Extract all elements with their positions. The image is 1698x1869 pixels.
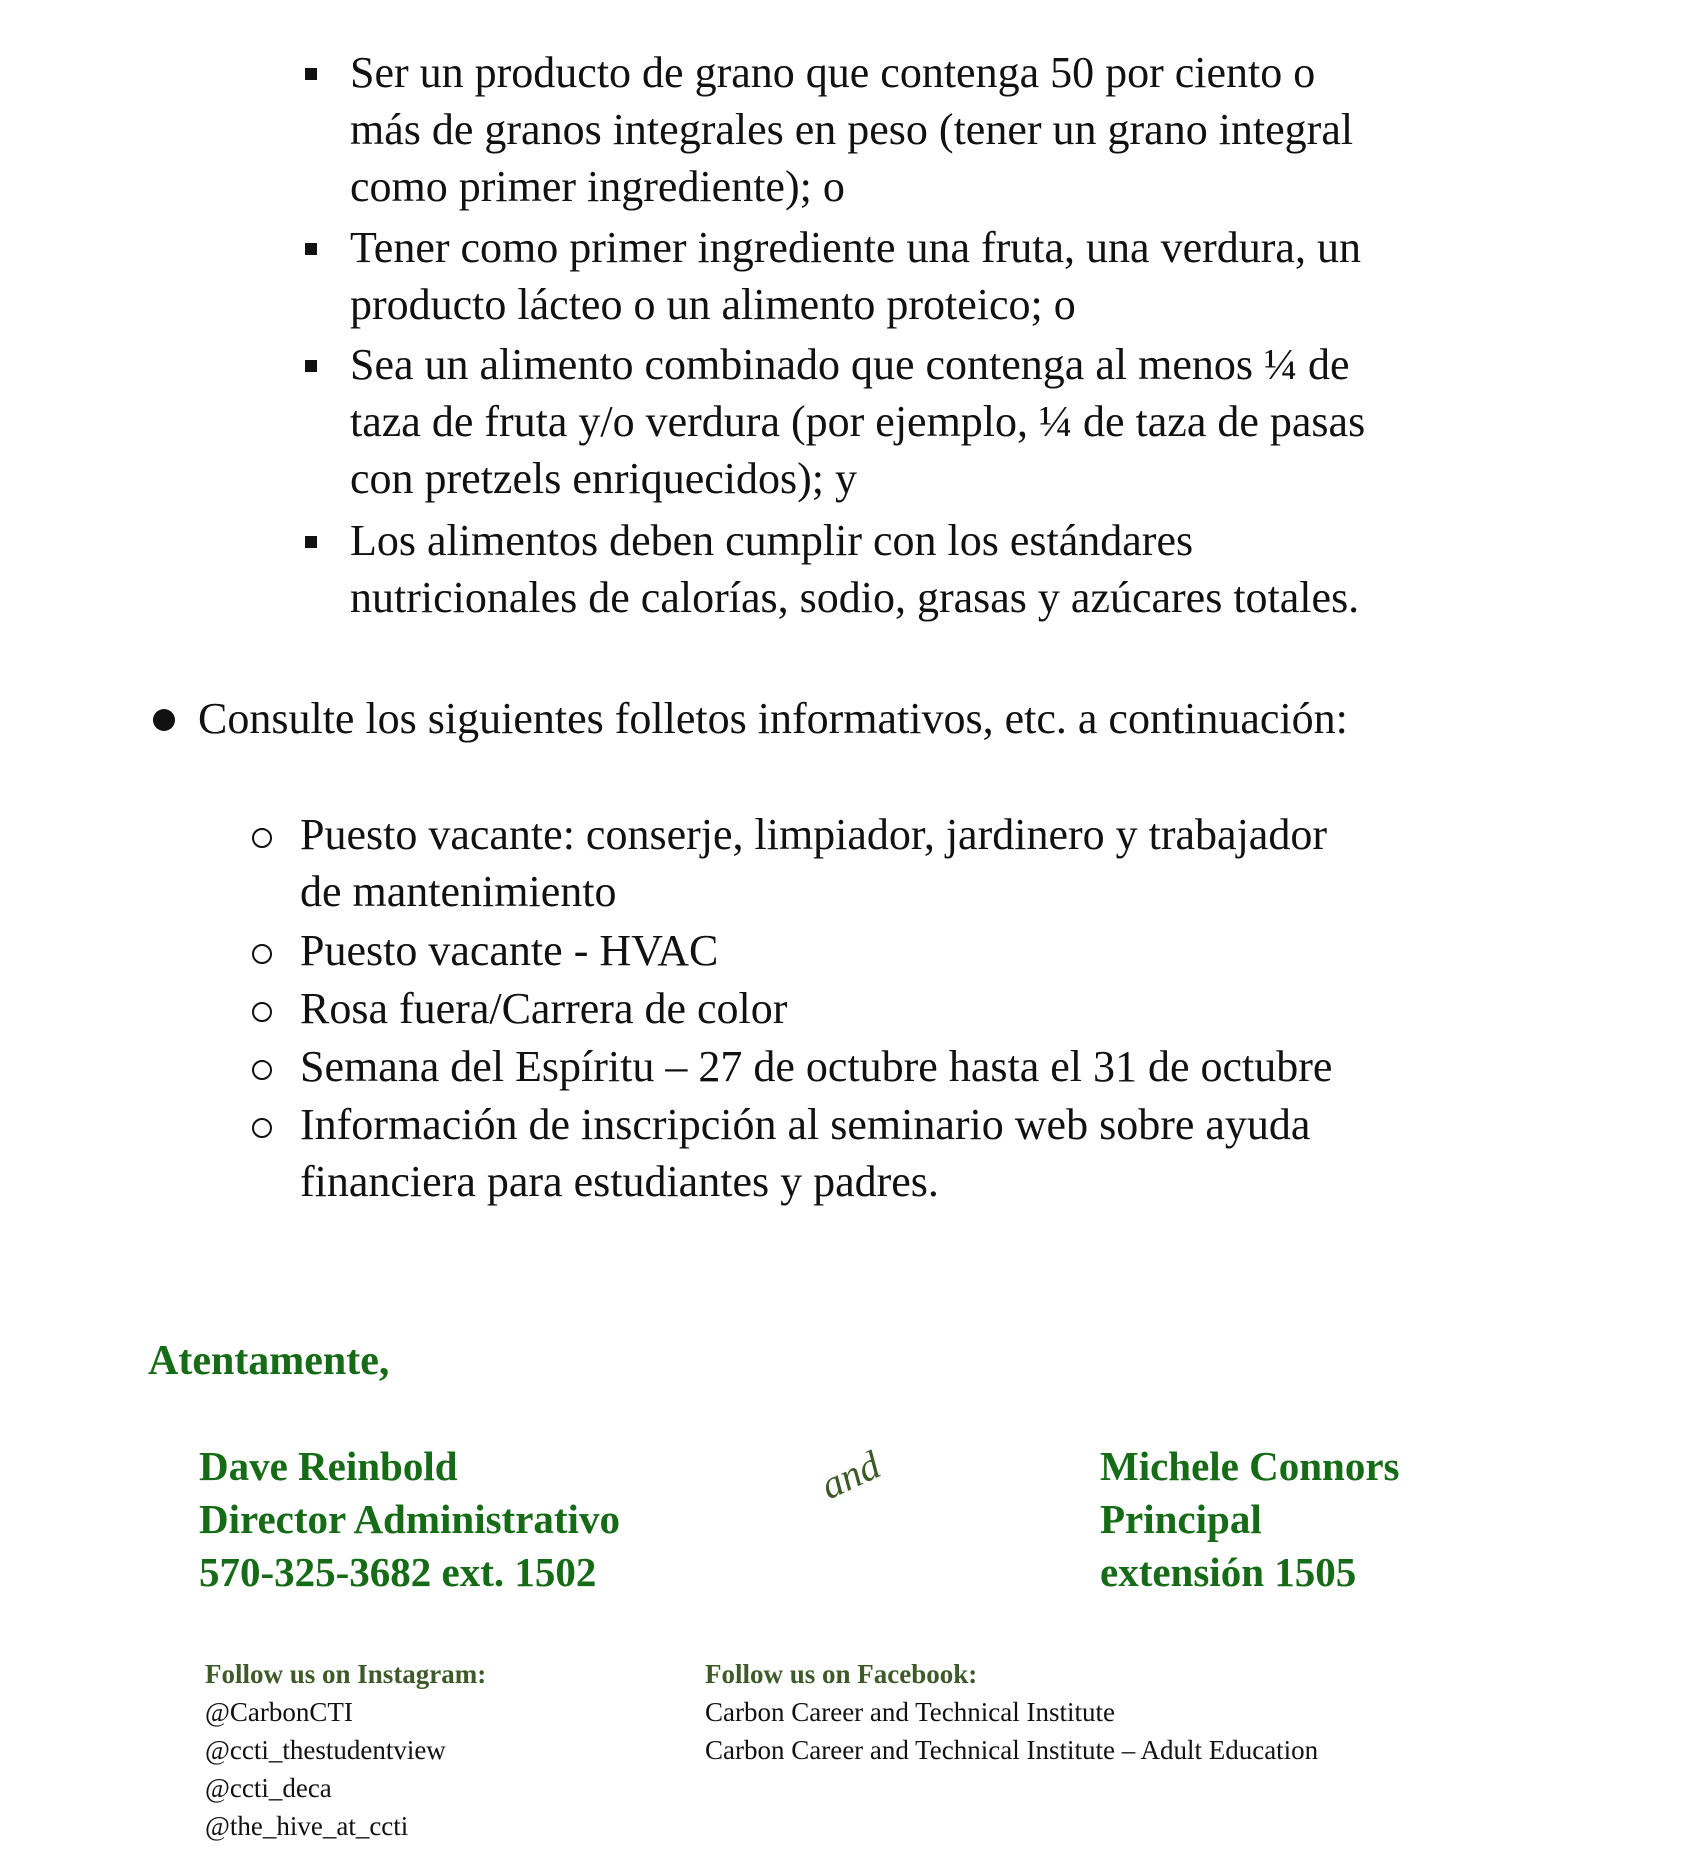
text-line: de mantenimiento: [300, 867, 617, 916]
signatory-phone: 570-325-3682 ext. 1502: [199, 1549, 597, 1595]
signatory-left: [199, 1440, 620, 1599]
closing-salutation: Atentamente,: [148, 1338, 390, 1384]
instagram-handle: @CarbonCTI: [205, 1697, 353, 1727]
instagram-block: [205, 1655, 486, 1845]
instagram-heading: Follow us on Instagram:: [205, 1659, 487, 1689]
text-line: Puesto vacante: conserje, limpiador, jardinero y trabajador: [300, 810, 1327, 859]
square-bullet-icon: [305, 536, 317, 548]
hollow-circle-bullet-icon: [252, 828, 272, 848]
hollow-circle-bullet-icon: [252, 1002, 272, 1022]
facebook-page: Carbon Career and Technical Institute – Adult Education: [705, 1735, 1319, 1765]
square-bullet-icon: [305, 360, 317, 372]
criteria-item: [350, 44, 1353, 215]
facebook-page: Carbon Career and Technical Institute: [705, 1697, 1115, 1727]
signatory-phone: extensión 1505: [1100, 1549, 1357, 1595]
criteria-item: [350, 219, 1361, 333]
main-bullet-item: [198, 690, 1348, 747]
text-line: Semana del Espíritu – 27 de octubre hasta el 31 de octubre: [300, 1042, 1333, 1091]
signatory-title: Principal: [1100, 1496, 1262, 1542]
flyer-item: [300, 922, 718, 979]
text-line: con pretzels enriquecidos); y: [350, 454, 858, 503]
flyer-item: [300, 1096, 1310, 1210]
text-line: más de granos integrales en peso (tener un grano integral: [350, 105, 1354, 154]
filled-circle-bullet-icon: [153, 709, 175, 731]
text-line: financiera para estudiantes y padres.: [300, 1157, 939, 1206]
criteria-item: [350, 512, 1359, 626]
text-line: Ser un producto de grano que contenga 50 por ciento o: [350, 48, 1316, 97]
connector-and: and: [813, 1441, 887, 1509]
facebook-block: [705, 1655, 1318, 1769]
text-line: nutricionales de calorías, sodio, grasas y azúcares totales.: [350, 573, 1360, 622]
main-bullet-text: Consulte los siguientes folletos informativos, etc. a continuación:: [198, 694, 1348, 743]
text-line: Tener como primer ingrediente una fruta, una verdura, un: [350, 223, 1361, 272]
text-line: Información de inscripción al seminario web sobre ayuda: [300, 1100, 1311, 1149]
signatory-name: Dave Reinbold: [199, 1443, 458, 1489]
hollow-circle-bullet-icon: [252, 1118, 272, 1138]
hollow-circle-bullet-icon: [252, 1060, 272, 1080]
facebook-heading: Follow us on Facebook:: [705, 1659, 978, 1689]
text-line: taza de fruta y/o verdura (por ejemplo, ¼ de taza de pasas: [350, 397, 1366, 446]
text-line: Rosa fuera/Carrera de color: [300, 984, 788, 1033]
text-line: Puesto vacante - HVAC: [300, 926, 719, 975]
square-bullet-icon: [305, 243, 317, 255]
flyer-item: [300, 1038, 1332, 1095]
signatory-title: Director Administrativo: [199, 1496, 620, 1542]
signatory-name: Michele Connors: [1100, 1443, 1400, 1489]
text-line: Sea un alimento combinado que contenga al menos ¼ de: [350, 340, 1350, 389]
flyer-item: [300, 806, 1327, 920]
text-line: producto lácteo o un alimento proteico; o: [350, 280, 1076, 329]
text-line: como primer ingrediente); o: [350, 162, 845, 211]
flyer-item: [300, 980, 787, 1037]
text-line: Los alimentos deben cumplir con los estándares: [350, 516, 1194, 565]
criteria-item: [350, 336, 1365, 507]
square-bullet-icon: [305, 68, 317, 80]
signatory-right: [1100, 1440, 1400, 1599]
instagram-handle: @ccti_thestudentview: [205, 1735, 446, 1765]
instagram-handle: @ccti_deca: [205, 1773, 332, 1803]
hollow-circle-bullet-icon: [252, 944, 272, 964]
instagram-handle: @the_hive_at_ccti: [205, 1811, 409, 1841]
